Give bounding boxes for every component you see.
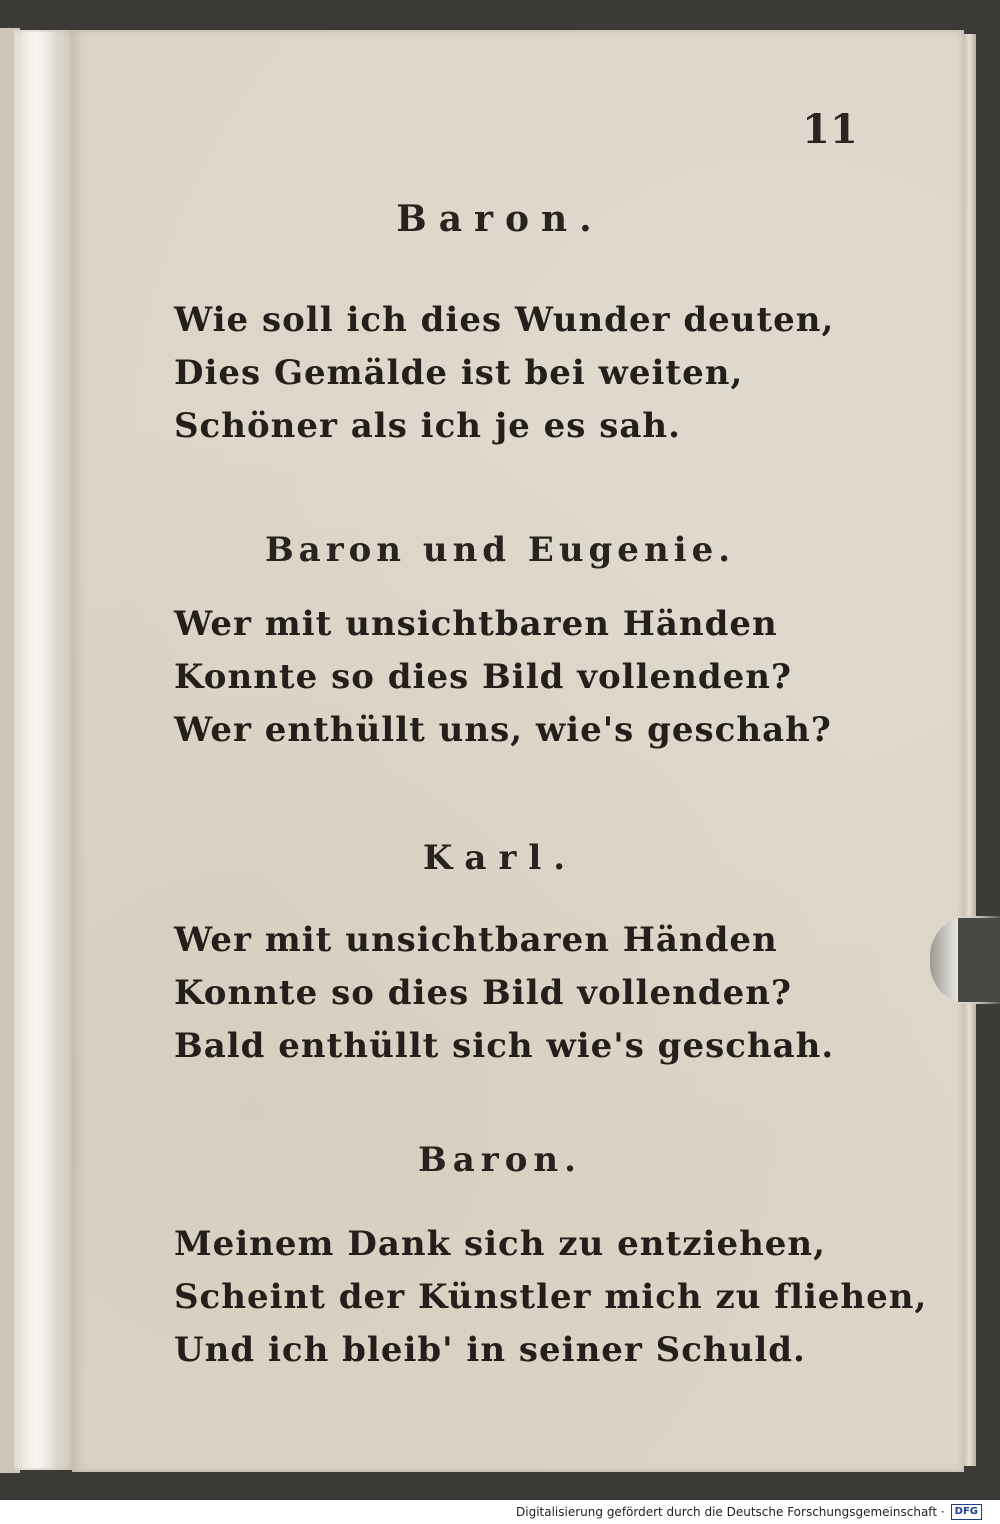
verse-line: Scheint der Künstler mich zu fliehen, (174, 1277, 928, 1317)
footer-text: Digitalisierung gefördert durch die Deutsche Forschungsgemeinschaft · (516, 1505, 945, 1519)
verse-line: Wie soll ich dies Wunder deuten, (174, 300, 835, 340)
verse-line: Wer enthüllt uns, wie's geschah? (174, 710, 832, 750)
stanza (174, 598, 832, 757)
page-number: 11 (802, 106, 858, 153)
stanza (174, 1218, 928, 1377)
verse-line: Wer mit unsichtbaren Händen (174, 604, 778, 644)
speaker-heading: Karl. (422, 838, 578, 878)
dfg-logo: DFG (951, 1504, 982, 1520)
digitization-footer (516, 1504, 982, 1520)
verse-line: Meinem Dank sich zu entziehen, (174, 1224, 826, 1264)
verse-line: Wer mit unsichtbaren Händen (174, 920, 778, 960)
page-clip-shadow (958, 918, 1000, 1002)
verse-line: Und ich bleib' in seiner Schuld. (174, 1330, 806, 1370)
verse-line: Bald enthüllt sich wie's geschah. (174, 1026, 835, 1066)
verse-line: Schöner als ich je es sah. (174, 406, 681, 446)
stanza (174, 914, 835, 1073)
speaker-heading: Baron. (418, 1140, 582, 1180)
verse-line: Konnte so dies Bild vollenden? (174, 973, 792, 1013)
speaker-heading: Baron und Eugenie. (264, 530, 736, 570)
binding-strip (22, 32, 52, 1468)
speaker-heading: Baron. (396, 198, 604, 240)
page-edges (962, 34, 976, 1466)
verse-line: Konnte so dies Bild vollenden? (174, 657, 792, 697)
verse-line: Dies Gemälde ist bei weiten, (174, 353, 744, 393)
stanza (174, 294, 835, 453)
